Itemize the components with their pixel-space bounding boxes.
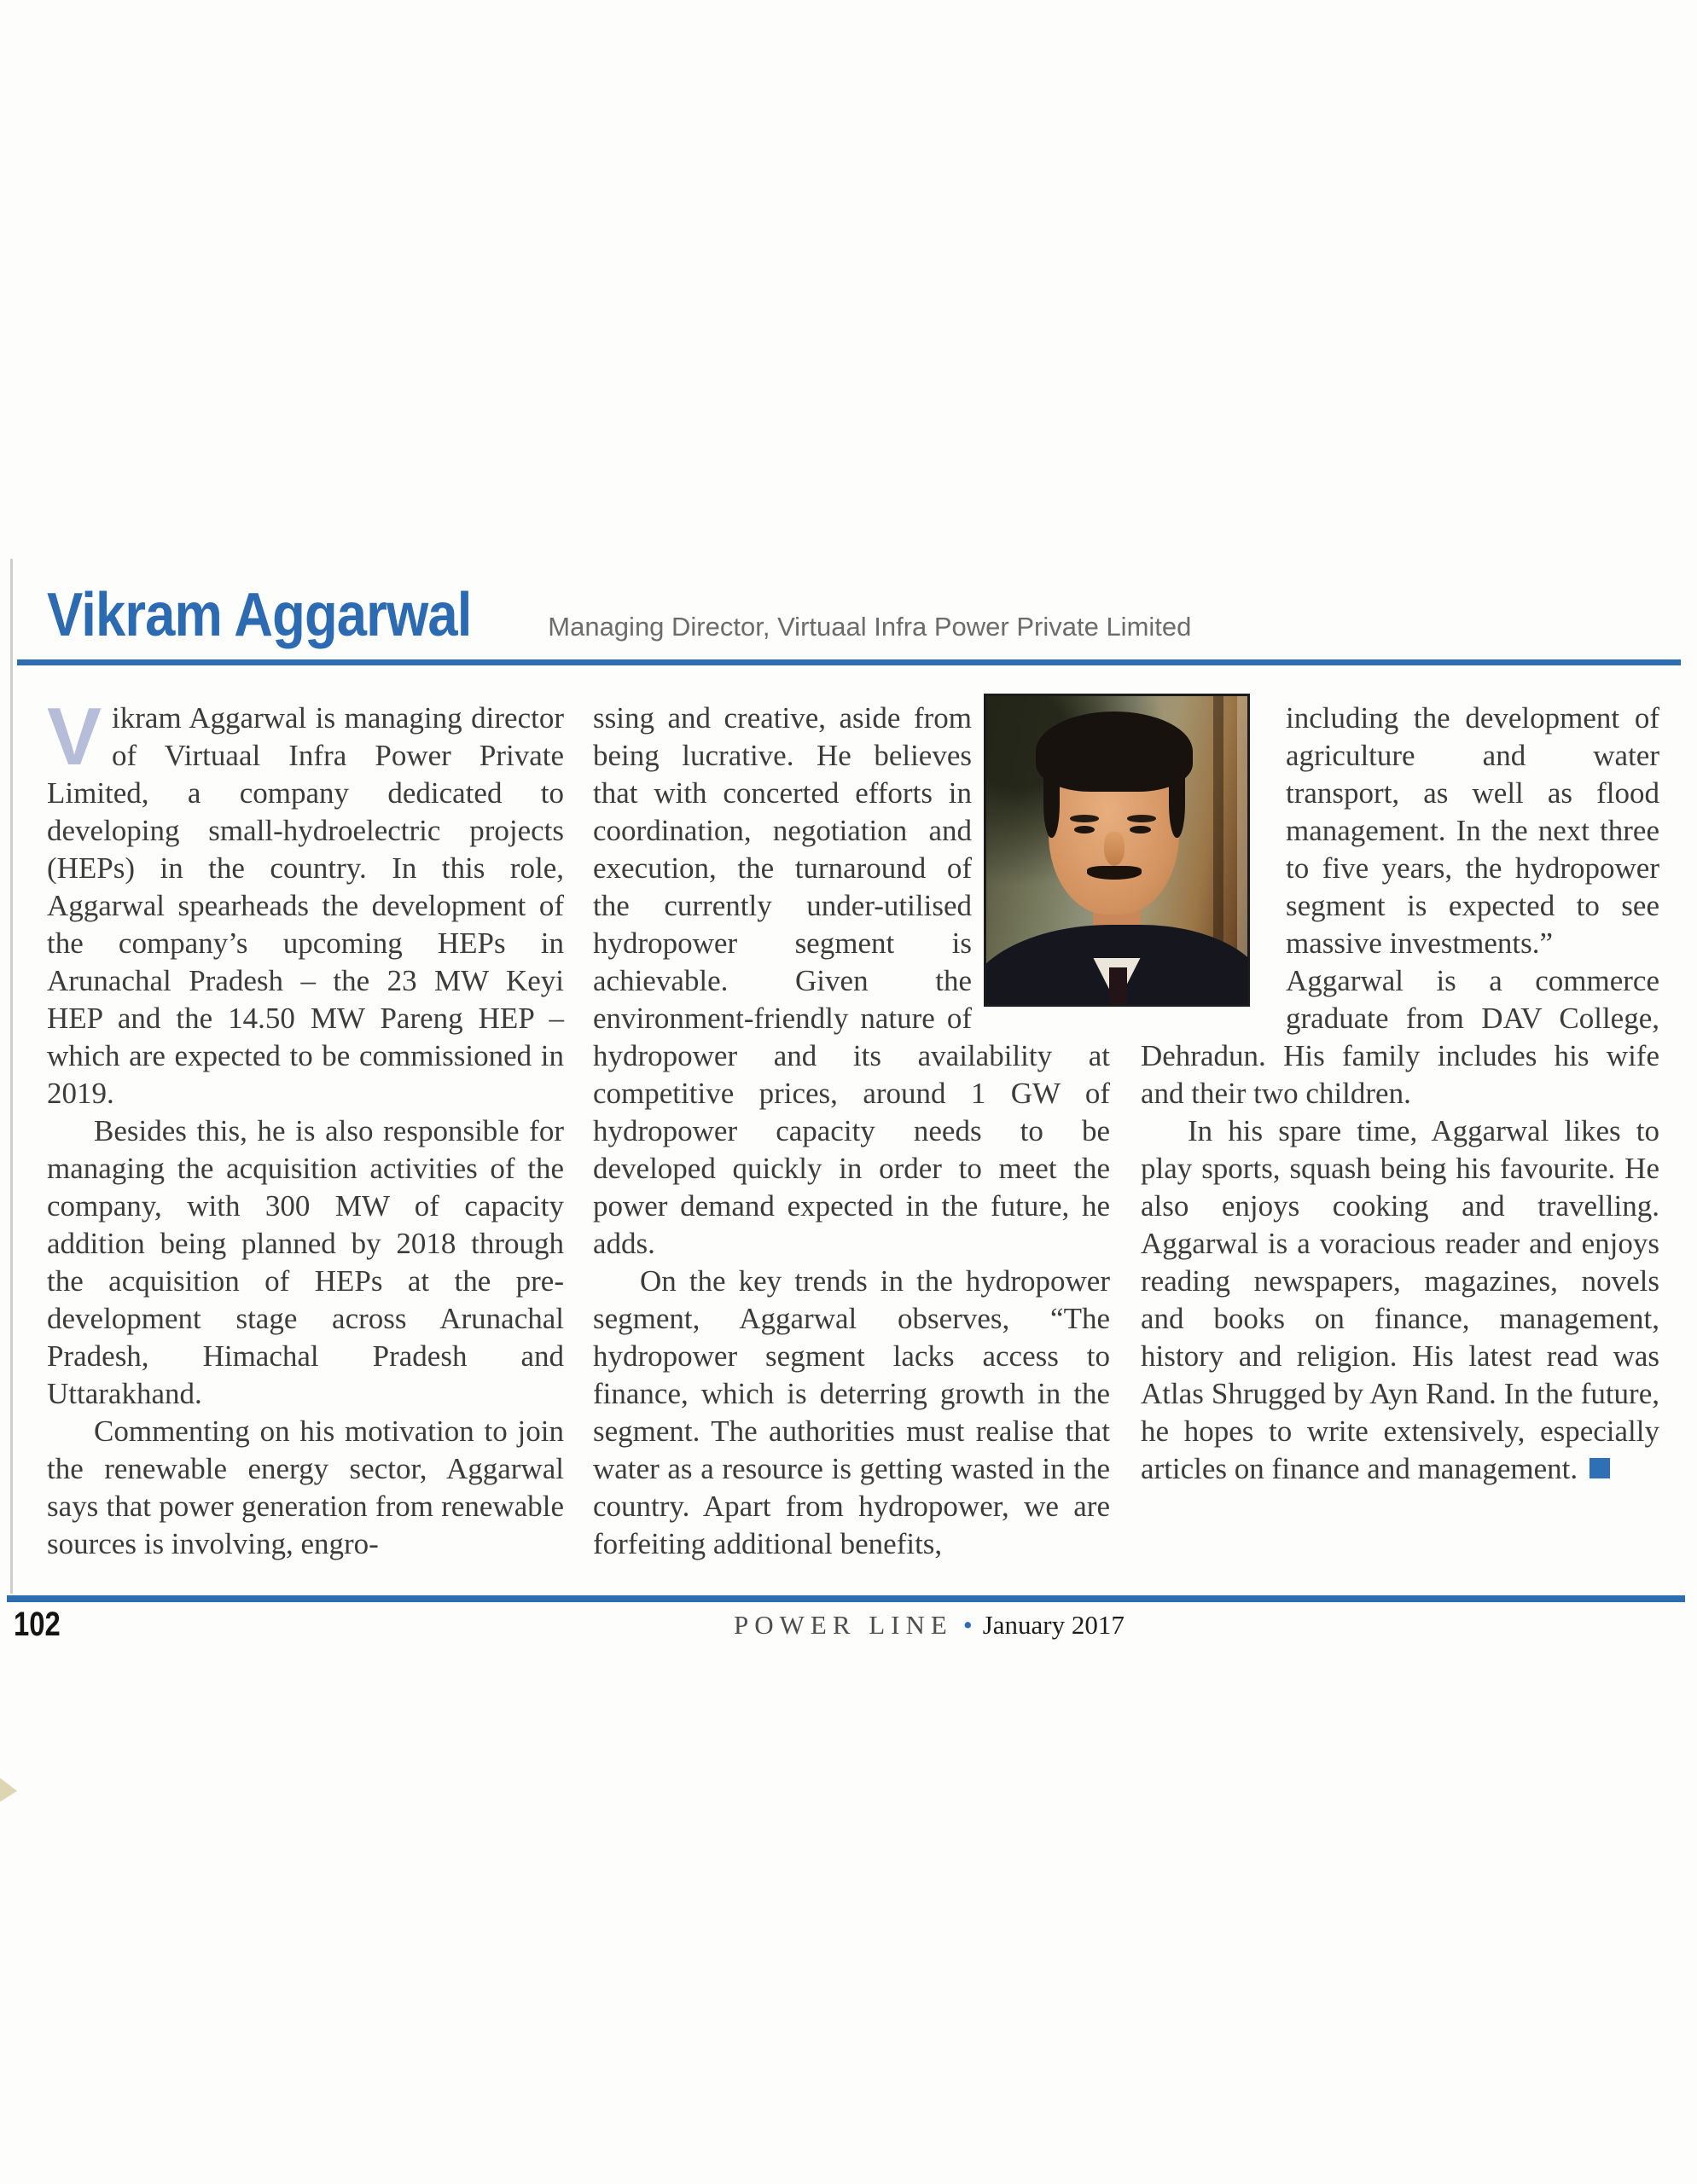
article-paragraph: including the development of agriculture and water transport, as well as flood management. In the next three to five years, the hydropower segment is expected to see massive investments.” (1286, 701, 1659, 960)
article-paragraph: ssing and creative, aside from being lucrative. He believes that with concerted efforts in coordination, negotiation and execution, the turnaround of the currently under-utilised hydropower segment is achievable. Given the environment-friendly nature of hydropower and its availability at competitive prices, around 1 GW of hydropower capacity needs to be developed quickly in order to meet the power demand expected in the future, he adds. (593, 701, 1110, 1260)
portrait-photo (984, 694, 1250, 1007)
paragraph-text: In his spare time, Aggarwal likes to play sports, squash being his favourite. He also enjoys cooking and travelling. Aggarwal is a voracious reader and enjoys reading newspapers, magazines, novels and books on finance, management, history and religion. His latest read was Atlas Shrugged by Ayn Rand. In the future, he hopes to write extensively, especially articles on finance and management. (1141, 1114, 1659, 1485)
photo-hair-side (1169, 770, 1184, 838)
page-number: 102 (14, 1606, 61, 1643)
article-header (47, 580, 1191, 650)
article-paragraph (1141, 1112, 1659, 1488)
drop-cap: V (47, 691, 102, 782)
scan-smudge-artifact (0, 1778, 17, 1802)
photo-hair-side (1043, 770, 1059, 838)
footer-dot-icon: • (962, 1610, 973, 1640)
page-title: Vikram Aggarwal (47, 581, 472, 649)
article-column-1 (47, 691, 564, 1563)
photo-tie (1109, 967, 1127, 1004)
page-fold-shadow-artifact (10, 559, 13, 1594)
photo-eye (1074, 826, 1095, 834)
paragraph-text: ikram Aggarwal is managing director of Virtuaal Infra Power Private Limited, a company dedicated to developing small-hydroelectric projects (HEPs) in the country. In this role, Aggarwal spearheads the development of the company’s upcoming HEPs in Arunachal Pradesh – the 23 MW Keyi HEP and the 14.50 MW Pareng HEP – which are expected to be commissioned in 2019. (47, 701, 564, 1110)
photo-eyebrow (1127, 815, 1156, 822)
footer-rule (7, 1595, 1685, 1602)
article-paragraph (47, 691, 564, 1112)
photo-nose (1104, 832, 1125, 866)
photo-eyebrow (1070, 815, 1099, 822)
header-rule (17, 659, 1681, 665)
article-end-mark (1589, 1458, 1610, 1478)
article-paragraph: On the key trends in the hydropower segment, Aggarwal observes, “The hydropower segment lacks access to finance, which is deterring growth in the segment. The authorities must realise that water as a resource is getting wasted in the country. Apart from hydropower, we are forfeiting additional benefits, (593, 1264, 1110, 1560)
issue-date: January 2017 (982, 1610, 1125, 1640)
article-paragraph: Besides this, he is also responsible for managing the acquisition activities of the company, with 300 MW of capacity addition being planned by 2018 through the acquisition of HEPs at the pre-development stage across Arunachal Pradesh, Himachal Pradesh and Uttarakhand. (47, 1114, 564, 1410)
magazine-name: POWER LINE (734, 1610, 953, 1640)
article-paragraph: Commenting on his motivation to join the renewable energy sector, Aggarwal says that power generation from renewable sources is involving, engro- (47, 1414, 564, 1560)
footer-credit (734, 1610, 1125, 1641)
page-subtitle: Managing Director, Virtuaal Infra Power Private Limited (548, 612, 1192, 642)
photo-eye (1130, 826, 1150, 834)
article-paragraph: Aggarwal is a commerce graduate from DAV College, Dehradun. His family includes his wife and their two children. (1141, 964, 1659, 1110)
